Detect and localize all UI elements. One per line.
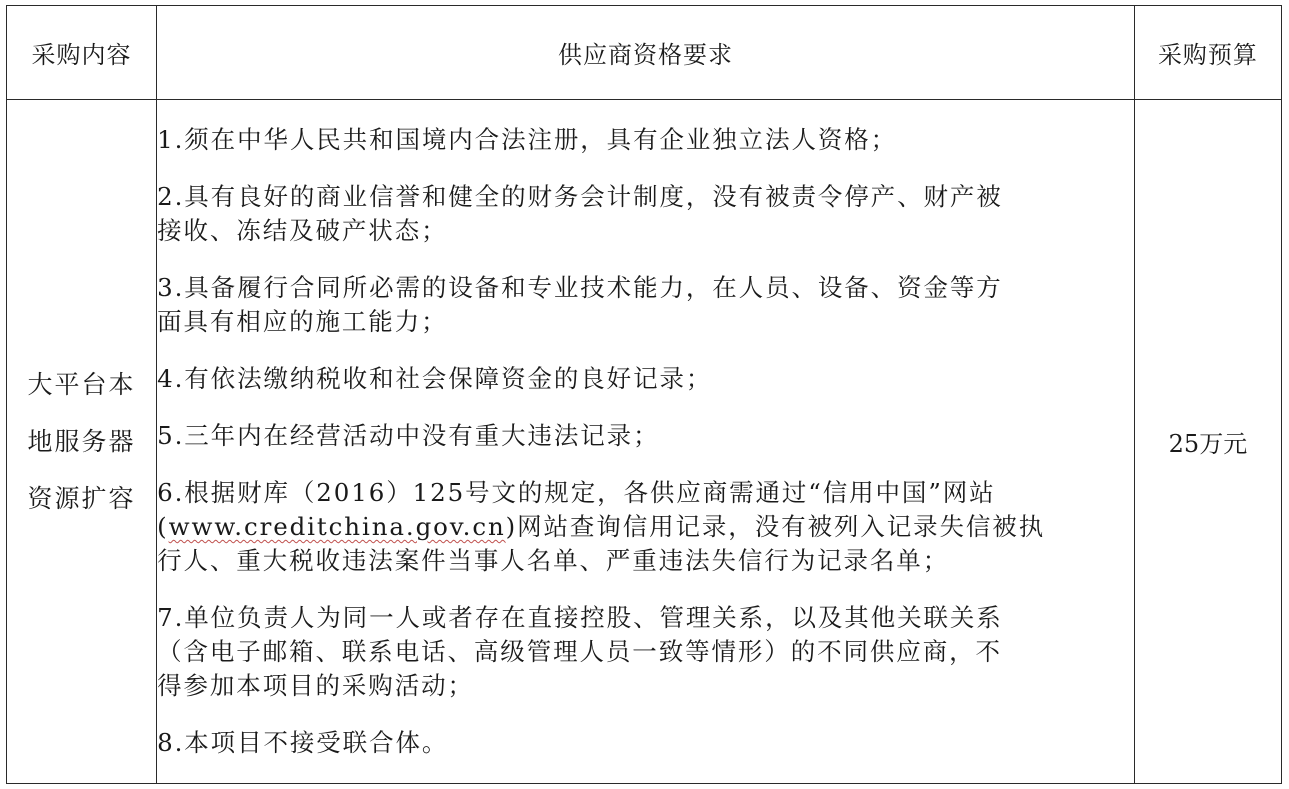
item-line: 大平台本 <box>27 370 136 399</box>
requirement-5 <box>157 419 1134 453</box>
requirement-line: 面具有相应的施工能力； <box>157 307 448 336</box>
requirement-line-text: )网站查询信用记录，没有被列入记录失信被执 <box>505 512 1046 541</box>
header-budget: 采购预算 <box>1134 6 1281 100</box>
requirement-line: 接收、冻结及破产状态； <box>157 216 448 245</box>
creditchina-url: www.creditchina.gov.cn <box>168 512 506 541</box>
requirement-line <box>157 510 1134 544</box>
item-line: 资源扩容 <box>27 484 136 513</box>
requirement-6 <box>157 476 1134 578</box>
item-line: 地服务器 <box>27 427 136 456</box>
requirement-line: 3.具备履行合同所必需的设备和专业技术能力，在人员、设备、资金等方 <box>157 273 1003 302</box>
requirement-1 <box>157 123 1134 157</box>
requirement-line: 1.须在中华人民共和国境内合法注册，具有企业独立法人资格； <box>157 125 898 154</box>
header-row <box>7 6 1282 100</box>
requirement-3 <box>157 271 1134 339</box>
body-row <box>7 100 1282 784</box>
requirement-line: 7.单位负责人为同一人或者存在直接控股、管理关系，以及其他关联关系 <box>157 603 1003 632</box>
requirement-line: 8.本项目不接受联合体。 <box>157 728 449 757</box>
requirement-line: 2.具有良好的商业信誉和健全的财务会计制度，没有被责令停产、财产被 <box>157 182 1003 211</box>
url-open-paren: ( <box>157 512 169 541</box>
requirement-2 <box>157 180 1134 248</box>
requirement-line: 行人、重大税收违法案件当事人名单、严重违法失信行为记录名单； <box>157 546 950 575</box>
requirement-7 <box>157 601 1134 703</box>
procurement-table <box>6 5 1282 784</box>
requirement-8 <box>157 726 1134 760</box>
requirement-line: 6.根据财库（2016）125号文的规定，各供应商需通过“信用中国”网站 <box>157 478 996 507</box>
header-requirements: 供应商资格要求 <box>157 6 1135 100</box>
budget-cell: 25万元 <box>1134 100 1281 784</box>
requirement-line: 得参加本项目的采购活动； <box>157 671 474 700</box>
item-cell <box>7 100 157 784</box>
requirement-4 <box>157 362 1134 396</box>
requirement-line: 5.三年内在经营活动中没有重大违法记录； <box>157 421 660 450</box>
requirement-line: （含电子邮箱、联系电话、高级管理人员一致等情形）的不同供应商，不 <box>157 637 1002 666</box>
requirements-cell <box>157 100 1135 784</box>
requirement-line: 4.有依法缴纳税收和社会保障资金的良好记录； <box>157 364 713 393</box>
header-item: 采购内容 <box>7 6 157 100</box>
